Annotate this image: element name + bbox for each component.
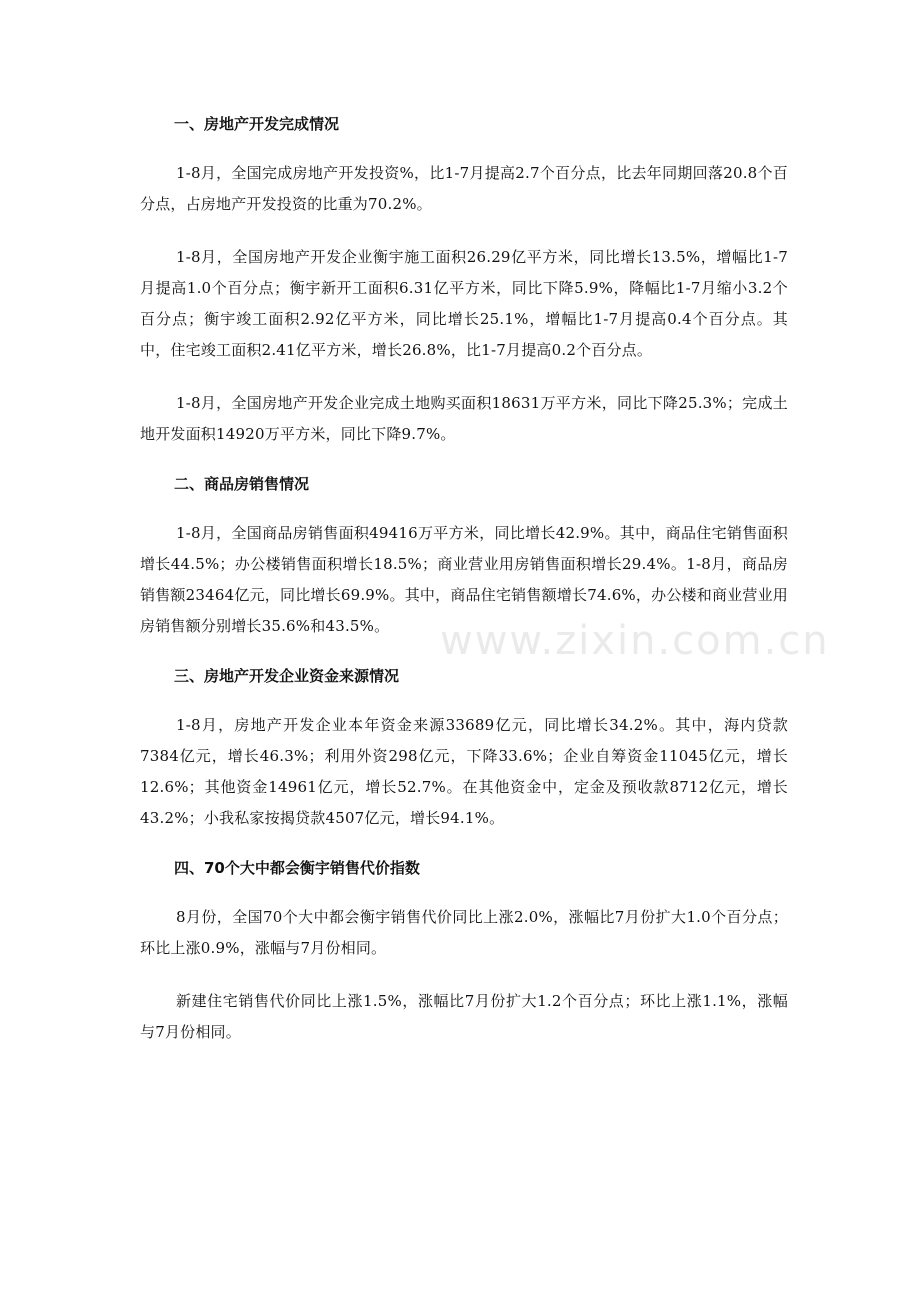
section-1-paragraph-2: 1-8月，全国房地产开发企业衡宇施工面积26.29亿平方米，同比增长13.5%，增幅比1-7月提高1.0个百分点；衡宇新开工面积6.31亿平方米，同比下降5.9%，降幅比1-7月缩小3.2个百分点；衡宇竣工面积2.92亿平方米，同比增长25.1%，增幅比1-7月提高0.4个百分点。其中，住宅竣工面积2.41亿平方米，增长26.8%，比1-7月提高0.2个百分点。 [140, 248, 788, 359]
section-3-paragraph-1: 1-8月，房地产开发企业本年资金来源33689亿元，同比增长34.2%。其中，海内贷款7384亿元，增长46.3%；利用外资298亿元，下降33.6%；企业自筹资金11045亿元，增长12.6%；其他资金14961亿元，增长52.7%。在其他资金中，定金及预收款8712亿元，增长43.2%；小我私家按揭贷款4507亿元，增长94.1%。 [140, 716, 788, 827]
section-2-paragraph-1: 1-8月，全国商品房销售面积49416万平方米，同比增长42.9%。其中，商品住宅销售面积增长44.5%；办公楼销售面积增长18.5%；商业营业用房销售面积增长29.4%。1-8月，商品房销售额23464亿元，同比增长69.9%。其中，商品住宅销售额增长74.6%，办公楼和商业营业用房销售额分别增长35.6%和43.5%。 [140, 524, 788, 635]
section-4-paragraph-1: 8月份，全国70个大中都会衡宇销售代价同比上涨2.0%，涨幅比7月份扩大1.0个百分点；环比上涨0.9%，涨幅与7月份相同。 [140, 908, 788, 957]
section-1-heading: 一、房地产开发完成情况 [174, 115, 340, 133]
document-body [140, 112, 788, 1070]
section-3-heading: 三、房地产开发企业资金来源情况 [174, 667, 400, 685]
section-4-paragraph-2: 新建住宅销售代价同比上涨1.5%，涨幅比7月份扩大1.2个百分点；环比上涨1.1%，涨幅与7月份相同。 [140, 992, 788, 1041]
section-1-paragraph-3: 1-8月，全国房地产开发企业完成土地购买面积18631万平方米，同比下降25.3%；完成土地开发面积14920万平方米，同比下降9.7%。 [140, 394, 788, 443]
section-2-heading: 二、商品房销售情况 [174, 475, 310, 493]
section-1-paragraph-1: 1-8月，全国完成房地产开发投资%，比1-7月提高2.7个百分点，比去年同期回落20.8个百分点，占房地产开发投资的比重为70.2%。 [140, 164, 788, 213]
watermark: www.zixin.com.cn [440, 618, 830, 664]
section-4-heading: 四、70个大中都会衡宇销售代价指数 [174, 859, 420, 877]
